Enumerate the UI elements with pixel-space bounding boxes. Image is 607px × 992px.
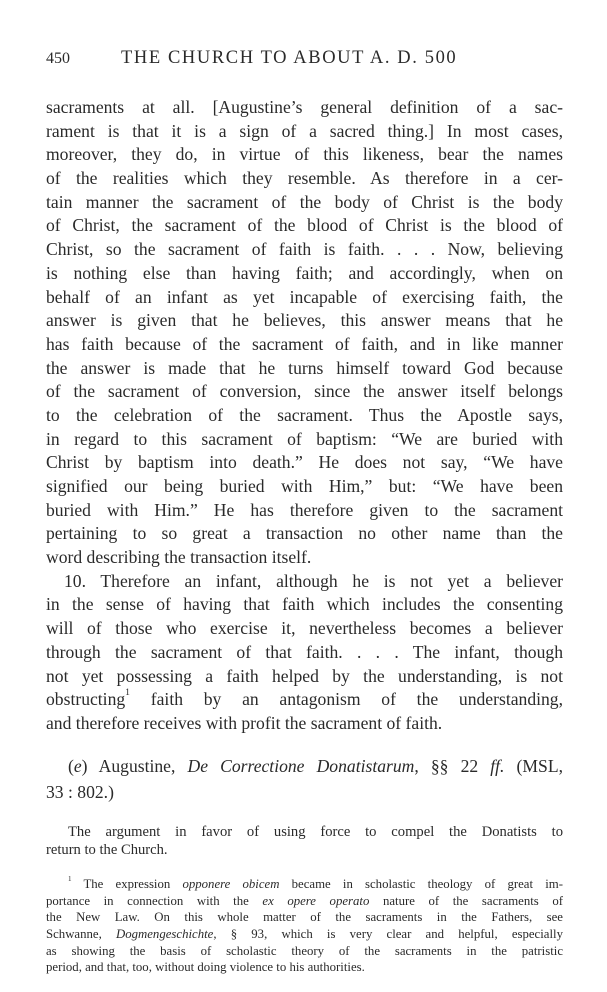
text-line <box>46 943 563 960</box>
text-segment: portance in connection with the <box>46 893 263 908</box>
text-line <box>46 286 563 310</box>
italic-text: ex opere operato <box>262 893 370 908</box>
text-line <box>46 167 563 191</box>
text-line <box>46 238 563 262</box>
body-text <box>46 96 563 736</box>
text-line <box>46 959 563 976</box>
text-segment: , §§ 22 <box>414 756 491 776</box>
text-segment: is nothing else than having faith; and accordingly, when on <box>46 262 563 283</box>
text-segment: of the sacrament of conversion, since the answer itself belongs <box>46 381 563 402</box>
text-segment: the New Law. On this whole matter of the sacraments in the Fathers, see <box>46 910 563 925</box>
footnote-marker: 1 <box>125 687 131 699</box>
text-segment: to the celebration of the sacrament. Thus the Apostle says, <box>46 404 563 425</box>
text-segment: the answer is made that he turns himself toward God because <box>46 357 563 378</box>
text-line <box>46 191 563 215</box>
running-header <box>46 48 563 72</box>
text-segment: ( <box>68 756 74 776</box>
text-line <box>46 617 563 641</box>
text-segment: pertaining to so great a transaction no other name than the <box>46 523 563 544</box>
text-segment: 33 : 802.) <box>46 782 114 802</box>
text-segment: as showing the basis of scholastic theory of the sacraments in the patristic <box>46 943 563 958</box>
text-line <box>46 262 563 286</box>
italic-text: ff. <box>490 756 505 776</box>
text-line <box>46 823 563 841</box>
text-segment: Schwanne, <box>46 927 116 942</box>
text-line <box>46 876 563 893</box>
text-segment: buried with Him.” He has therefore given to the sacrament <box>46 499 563 520</box>
text-line <box>46 499 563 523</box>
text-line <box>46 143 563 167</box>
text-segment: moreover, they do, in virtue of this likeness, bear the names <box>46 144 563 165</box>
text-line <box>46 926 563 943</box>
text-segment: answer is given that he believes, this answer means that he <box>46 310 563 331</box>
text-line <box>46 688 563 712</box>
text-line <box>46 893 563 910</box>
text-line <box>46 909 563 926</box>
text-segment: of Christ, the sacrament of the blood of Christ is the blood of <box>46 215 563 236</box>
text-segment: signified our being buried with Him,” but: “We have been <box>46 476 563 496</box>
text-segment: has faith because of the sacrament of faith, and in like manner <box>46 333 563 354</box>
text-segment: obstructing <box>46 689 126 710</box>
text-segment: , § 93, which is very clear and helpful, especially <box>213 927 563 942</box>
text-line <box>46 712 563 736</box>
text-segment: Christ by baptism into death.” He does not say, “We have <box>46 452 563 473</box>
section-summary <box>46 823 563 859</box>
text-segment: nature of the sacraments of <box>369 893 564 908</box>
text-segment: Christ, so the sacrament of faith is faith. . . . Now, believing <box>46 239 563 260</box>
text-line <box>46 309 563 333</box>
text-segment: faith by an antagonism of the understanding, <box>130 689 563 710</box>
italic-text: opponere obicem <box>182 877 280 891</box>
text-segment: (MSL, <box>504 756 563 776</box>
text-segment: The expression <box>71 877 183 891</box>
text-segment: in the sense of having that faith which includes the consenting <box>46 594 563 615</box>
text-line <box>46 120 563 144</box>
text-segment: became in scholastic theology of great im- <box>279 877 563 891</box>
text-line <box>46 841 563 859</box>
italic-text: De Correctione Donatistarum <box>187 756 415 776</box>
text-line <box>46 665 563 689</box>
text-segment: through the sacrament of that faith. . . . The infant, though <box>46 641 563 662</box>
text-segment: ) Augustine, <box>81 756 188 776</box>
page-number: 450 <box>46 50 70 67</box>
footnote <box>46 876 563 976</box>
text-line <box>46 214 563 238</box>
running-title: THE CHURCH TO ABOUT A. D. 500 <box>121 48 458 68</box>
text-segment: of the realities which they resemble. As therefore in a cer- <box>46 168 563 189</box>
text-segment: return to the Church. <box>46 842 168 858</box>
text-line <box>46 428 563 452</box>
text-line <box>46 641 563 665</box>
text-line <box>46 96 563 120</box>
text-line <box>46 475 563 499</box>
footnote-marker: 1 <box>68 875 72 883</box>
text-segment: will of those who exercise it, nevertheless becomes a believer <box>46 618 563 639</box>
text-segment: tain manner the sacrament of the body of Christ is the body <box>46 191 563 212</box>
text-segment: and therefore receives with profit the sacrament of faith. <box>46 712 443 733</box>
text-segment: not yet possessing a faith helped by the understanding, is not <box>46 665 563 686</box>
text-line <box>46 779 563 805</box>
italic-text: e <box>73 756 82 776</box>
text-segment: 10. Therefore an infant, although he is not yet a believer <box>64 570 563 591</box>
text-line <box>46 357 563 381</box>
text-line <box>46 570 563 594</box>
text-segment: in regard to this sacrament of baptism: “We are buried with <box>46 428 563 449</box>
italic-text: Dogmengeschichte <box>115 927 214 942</box>
text-segment: behalf of an infant as yet incapable of exercising faith, the <box>46 286 563 307</box>
text-line <box>46 404 563 428</box>
source-citation <box>46 753 563 805</box>
text-segment: word describing the transaction itself. <box>46 547 312 568</box>
text-line <box>46 546 563 570</box>
text-line <box>46 333 563 357</box>
text-line <box>46 380 563 404</box>
text-line <box>46 593 563 617</box>
text-line <box>46 451 563 475</box>
text-segment: period, and that, too, without doing violence to his authorities. <box>46 960 365 975</box>
text-segment: rament is that it is a sign of a sacred thing.] In most cases, <box>46 120 563 141</box>
text-segment: sacraments at all. [Augustine’s general definition of a sac- <box>46 97 563 117</box>
text-line <box>46 753 563 779</box>
text-line <box>46 522 563 546</box>
text-segment: The argument in favor of using force to compel the Donatists to <box>68 824 563 840</box>
